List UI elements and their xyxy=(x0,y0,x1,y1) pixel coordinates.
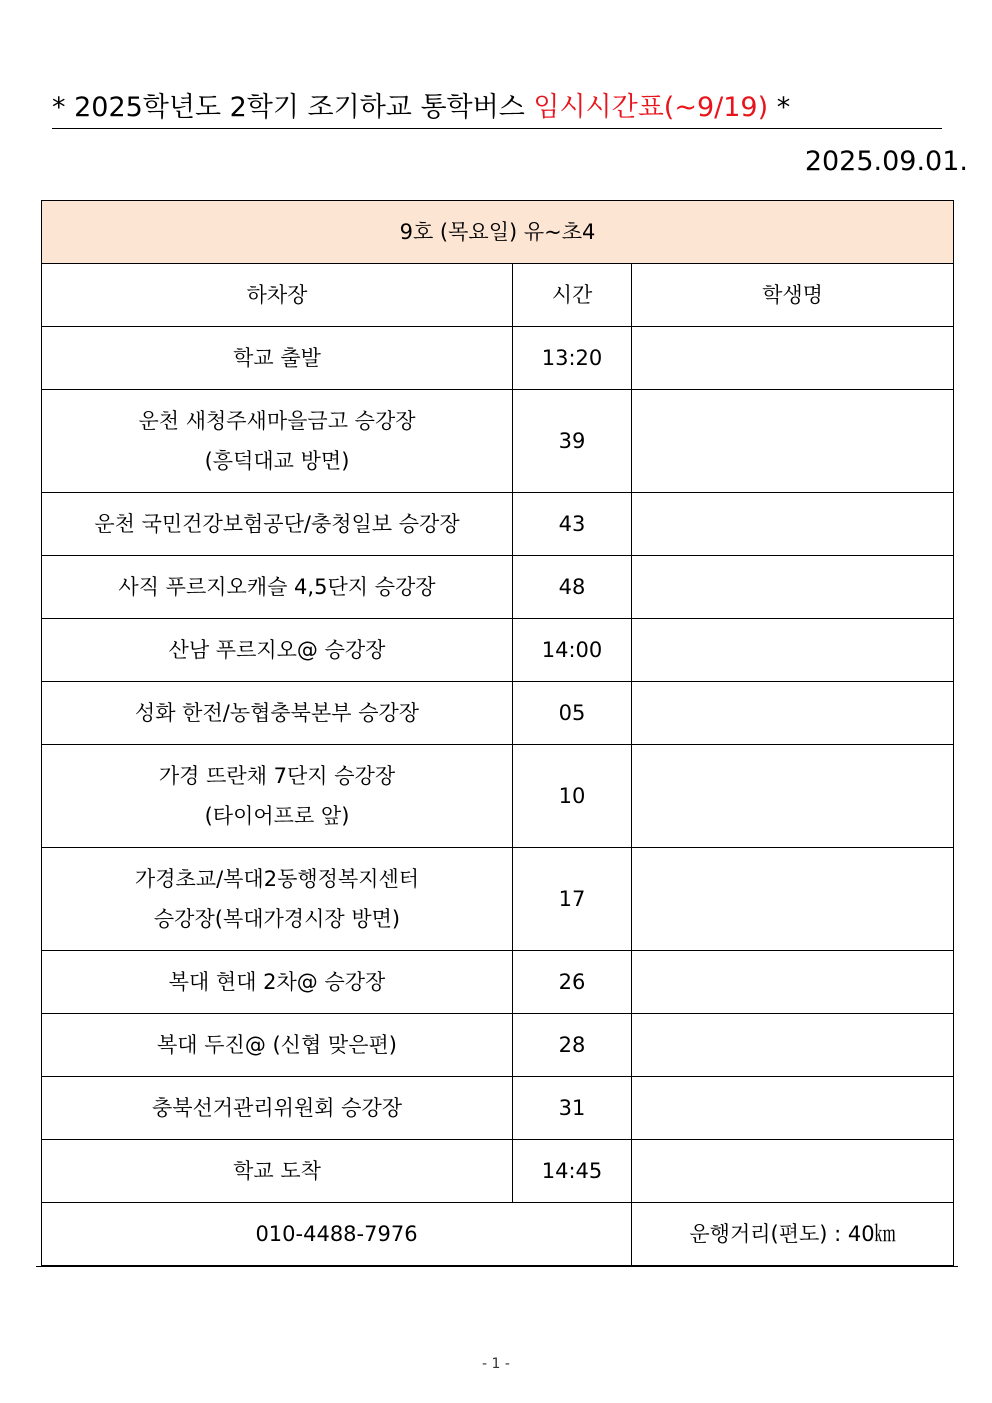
time-cell: 43 xyxy=(513,493,632,556)
footer-row xyxy=(42,1203,954,1266)
stop-cell xyxy=(42,390,513,493)
time-cell: 10 xyxy=(513,745,632,848)
stop-cell xyxy=(42,1140,513,1203)
title-suffix: * xyxy=(768,92,791,123)
student-name-cell[interactable] xyxy=(632,682,954,745)
table-row xyxy=(42,556,954,619)
time-cell: 26 xyxy=(513,951,632,1014)
stop-cell xyxy=(42,848,513,951)
document-date: 2025.09.01. xyxy=(804,146,968,177)
driver-phone: 010-4488-7976 xyxy=(42,1203,632,1266)
stop-cell xyxy=(42,951,513,1014)
route-title: 9호 (목요일) 유~초4 xyxy=(42,201,954,264)
stop-cell xyxy=(42,682,513,745)
time-cell: 05 xyxy=(513,682,632,745)
time-cell: 13:20 xyxy=(513,327,632,390)
stop-name: (흥덕대교 방면) xyxy=(204,449,350,473)
stop-name: 복대 현대 2차@ 승강장 xyxy=(168,970,386,994)
student-name-cell[interactable] xyxy=(632,951,954,1014)
time-cell: 48 xyxy=(513,556,632,619)
stop-name: 학교 도착 xyxy=(233,1159,321,1183)
schedule-table xyxy=(41,200,954,1266)
route-distance: 운행거리(편도) : 40㎞ xyxy=(632,1203,954,1266)
document-title xyxy=(52,88,942,129)
table-row xyxy=(42,390,954,493)
time-cell: 31 xyxy=(513,1077,632,1140)
stop-name: 운천 국민건강보험공단/충청일보 승강장 xyxy=(94,512,460,536)
student-name-cell[interactable] xyxy=(632,493,954,556)
column-header-row xyxy=(42,264,954,327)
stop-name: 사직 푸르지오캐슬 4,5단지 승강장 xyxy=(118,575,436,599)
student-name-cell[interactable] xyxy=(632,848,954,951)
column-header-student: 학생명 xyxy=(632,264,954,327)
stop-cell xyxy=(42,327,513,390)
stop-name: 충북선거관리위원회 승강장 xyxy=(151,1096,403,1120)
student-name-cell[interactable] xyxy=(632,390,954,493)
stop-name: 복대 두진@ (신협 맞은편) xyxy=(157,1033,397,1057)
table-row xyxy=(42,682,954,745)
stop-name: 운천 새청주새마을금고 승강장 xyxy=(138,409,416,433)
time-cell: 39 xyxy=(513,390,632,493)
column-header-time: 시간 xyxy=(513,264,632,327)
student-name-cell[interactable] xyxy=(632,745,954,848)
stop-cell xyxy=(42,619,513,682)
stop-cell xyxy=(42,745,513,848)
bottom-divider xyxy=(36,1266,958,1267)
student-name-cell[interactable] xyxy=(632,556,954,619)
table-row xyxy=(42,848,954,951)
table-row xyxy=(42,493,954,556)
stop-cell xyxy=(42,1077,513,1140)
time-cell: 28 xyxy=(513,1014,632,1077)
table-row xyxy=(42,745,954,848)
time-cell: 17 xyxy=(513,848,632,951)
stop-name: (타이어프로 앞) xyxy=(204,804,350,828)
table-row xyxy=(42,327,954,390)
table-row xyxy=(42,1140,954,1203)
time-cell: 14:45 xyxy=(513,1140,632,1203)
student-name-cell[interactable] xyxy=(632,619,954,682)
table-row xyxy=(42,951,954,1014)
stop-cell xyxy=(42,1014,513,1077)
stop-cell xyxy=(42,493,513,556)
table-row xyxy=(42,619,954,682)
table-row xyxy=(42,1077,954,1140)
student-name-cell[interactable] xyxy=(632,1014,954,1077)
stop-name: 산남 푸르지오@ 승강장 xyxy=(168,638,386,662)
route-title-row xyxy=(42,201,954,264)
table-row xyxy=(42,1014,954,1077)
stop-name: 승강장(복대가경시장 방면) xyxy=(153,907,401,931)
stop-name: 가경초교/복대2동행정복지센터 xyxy=(134,867,420,891)
stop-name: 가경 뜨란채 7단지 승강장 xyxy=(158,764,396,788)
title-highlight: 임시시간표(~9/19) xyxy=(533,92,769,123)
stop-cell xyxy=(42,556,513,619)
student-name-cell[interactable] xyxy=(632,1140,954,1203)
stop-name: 성화 한전/농협충북본부 승강장 xyxy=(134,701,420,725)
column-header-stop: 하차장 xyxy=(42,264,513,327)
page-number: - 1 - xyxy=(482,1356,510,1372)
time-cell: 14:00 xyxy=(513,619,632,682)
stop-name: 학교 출발 xyxy=(233,346,321,370)
student-name-cell[interactable] xyxy=(632,1077,954,1140)
student-name-cell[interactable] xyxy=(632,327,954,390)
title-prefix: * 2025학년도 2학기 조기하교 통학버스 xyxy=(52,92,534,123)
